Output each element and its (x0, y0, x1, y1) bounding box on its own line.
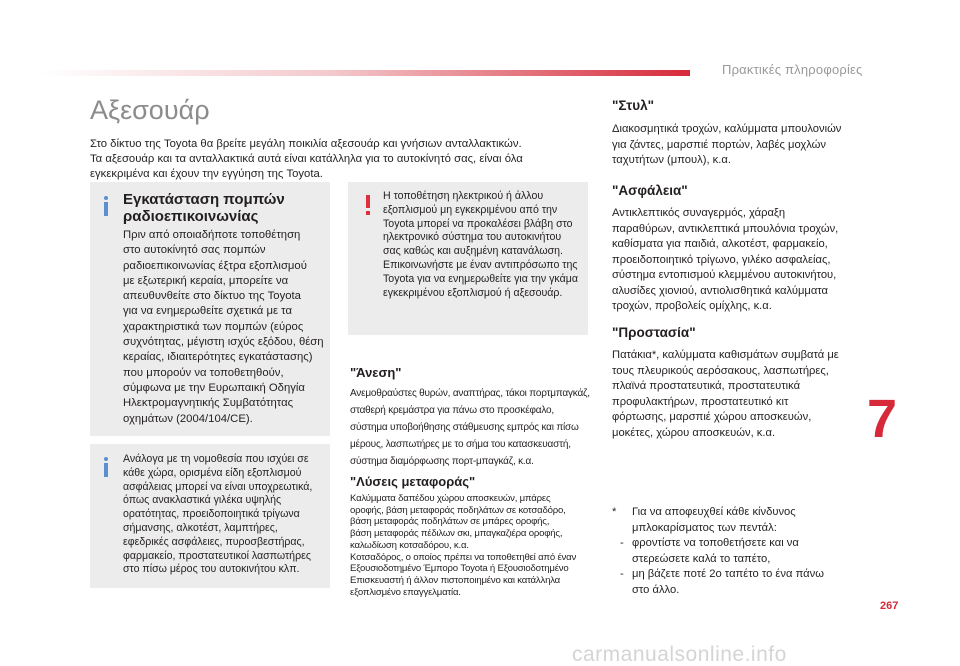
warning-text: Η τοποθέτηση ηλεκτρικού ή άλλου εξοπλισμού μη εγκεκριμένου από την Toyota μπορεί να προκαλέσει βλάβη στο ηλεκτρονικό σύστημα του αυτοκινήτου σας καθώς και αυξημένη κατανάλωση. Επικοινωνήστε με έναν αντιπρόσωπο της Toyota για να ενημερωθείτε για την γκάμα εγκεκριμένου εξοπλισμού ή αξεσουάρ. (383, 190, 578, 299)
intro-line: εγκεκριμένα και έχουν την εγγύηση της Toyota. (90, 168, 323, 180)
install-heading: Εγκατάσταση πομπών ραδιοεπικοινωνίας (123, 191, 285, 225)
safety-heading: "Ασφάλεια" (612, 183, 688, 198)
chapter-number: 7 (867, 389, 898, 449)
list-item: - φροντίστε να τοποθετήσετε και να στερεώσετε καλά το ταπέτο, (620, 537, 799, 565)
comfort-heading: "Άνεση" (350, 365, 402, 380)
footnote-marker: * (612, 506, 617, 518)
law-text: Ανάλογα με τη νομοθεσία που ισχύει σε κάθε χώρα, ορισμένα είδη εξοπλισμού ασφάλειας μπορεί να είναι υποχρεωτικά, όπως ανακλαστικά γιλέκα υψηλής ορατότητας, προειδοποιητικά τρίγωνα σήμανσης, αλκοτέστ, λαμπτήρες, εφεδρικές ασφάλειες, πυροσβεστήρας, φαρμακείο, προστατευτικοί λασπωτήρες στο πίσω μέρος του αυτοκινήτου κλπ. (123, 453, 313, 576)
law-info-box (90, 444, 330, 588)
intro-line: Στο δίκτυο της Toyota θα βρείτε μεγάλη ποικιλία αξεσουάρ και γνήσιων ανταλλακτικών. (90, 138, 522, 150)
page-title: Αξεσουάρ (90, 95, 210, 125)
transport-heading: "Λύσεις μεταφοράς" (350, 474, 476, 489)
intro-line: Τα αξεσουάρ και τα ανταλλακτικά αυτά είναι κατάλληλα για το αυτοκίνητό σας, είναι όλα (90, 153, 523, 165)
warning-box (348, 182, 588, 335)
protection-text: Πατάκια*, καλύμματα καθισμάτων συμβατά με τους πλευρικούς αερόσακους, λασπωτήρες, πλαϊνά προστατευτικά, προστατευτικά προφυλακτήρων, προστατευτικό κιτ φόρτωσης, μαρσπιέ χώρου αποσκευών, μοκέτες, χώρου αποσκευών, κ.α. (612, 349, 839, 439)
footnote-list (620, 536, 850, 598)
transport-text: Καλύμματα δαπέδου χώρου αποσκευών, μπάρες οροφής, βάση μεταφοράς ποδηλάτων σε κοτσαδόρο, βάση μεταφοράς ποδηλάτων σε μπάρες οροφής, βάση μεταφοράς πέδιλων σκι, μπαγκαζιέρα οροφής, καλωδίωση κοτσαδόρου, κ.α. Κοτσαδόρος, ο οποίος πρέπει να τοποθετηθεί από έναν Εξουσιοδοτημένο Έμπορο Toyota ή Εξουσιοδοτημένο Επισκευαστή ή άλλον πιστοποιημένο και κατάλληλα εξοπλισμένο επαγγελματία. (350, 493, 577, 598)
header-accent-bar (40, 70, 690, 76)
install-info-box (90, 182, 330, 436)
style-text: Διακοσμητικά τροχών, καλύμματα μπουλονιών για ζάντες, μαρσπιέ πορτών, λαβές μοχλών ταχυτήτων (μπουλ), κ.α. (612, 123, 842, 166)
footnote-text: Για να αποφευχθεί κάθε κίνδυνος μπλοκαρίσματος των πεντάλ: (632, 506, 796, 534)
watermark: carmanualsonline.info (572, 643, 787, 666)
install-text: Πριν από οποιαδήποτε τοποθέτηση στο αυτοκίνητό σας πομπών ραδιοεπικοινωνίας έξτρα εξοπλισμού με εξωτερική κεραία, μπορείτε να απευθυνθείτε στο δίκτυο της Toyota για να ενημερωθείτε σχετικά με τα χαρακτηριστικά των πομπών (εύρος συχνότητας, μέγιστη ισχύς εξόδου, θέση κεραίας, ιδιαιτερότητες εγκατάστασης) που μπορούν να τοποθετηθούν, σύμφωνα με την Ευρωπαική Οδηγία Ηλεκτρομαγνητικής Συμβατότητας οχημάτων (2004/104/CE). (123, 229, 324, 425)
style-heading: "Στυλ" (612, 98, 655, 113)
protection-heading: "Προστασία" (612, 325, 696, 340)
page-number: 267 (880, 600, 899, 612)
list-item: - μη βάζετε ποτέ 2ο ταπέτο το ένα πάνω στο άλλο. (620, 568, 824, 596)
safety-text: Αντικλεπτικός συναγερμός, χάραξη παραθύρων, αντικλεπτικά μπουλόνια τροχών, καθίσματα για παιδιά, αλκοτέστ, φαρμακείο, προειδοποιητικό τρίγωνο, γιλέκο ασφαλείας, σύστημα εντοπισμού κλεμμένου αυτοκινήτου, αλυσίδες χιονιού, αντιολισθητικά καλύμματα τροχών, προβολείς ομίχλης, κ.α. (612, 207, 839, 312)
header-section-title: Πρακτικές πληροφορίες (722, 62, 863, 77)
comfort-text: Ανεμοθραύστες θυρών, αναπτήρας, τάκοι πορτμπαγκάζ, σταθερή κρεμάστρα για πάνω στο προσκέφαλο, σύστημα υποβοήθησης στάθμευσης εμπρός και πίσω μέρους, λασπωτήρες με το σήμα του κατασκευαστή, σύστημα διαμόρφωσης πορτ-μπαγκάζ, κ.α. (350, 388, 590, 467)
intro-paragraph (90, 137, 610, 182)
